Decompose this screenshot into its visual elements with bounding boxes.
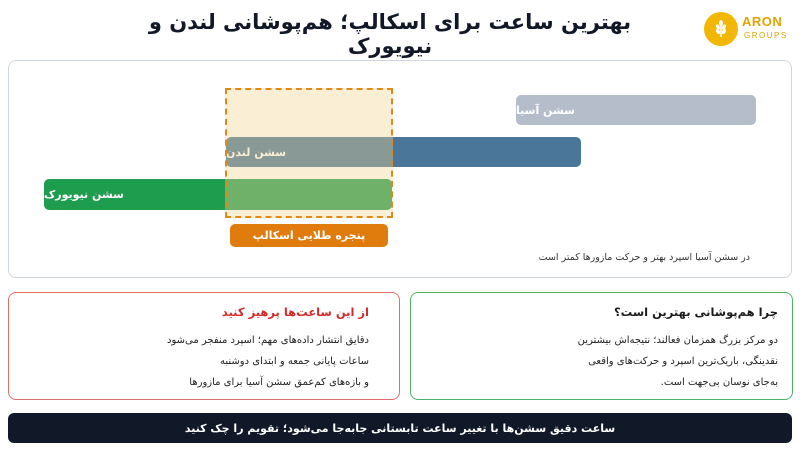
page-title: بهترین ساعت برای اسکالپ؛ هم‌پوشانی لندن و نیویورک xyxy=(148,10,632,58)
why-overlap-box xyxy=(410,292,793,400)
why-box-title: چرا هم‌پوشانی بهترین است؟ xyxy=(613,305,778,319)
list-item: و بازه‌های کم‌عمق سشن آسیا برای مازورها xyxy=(189,377,369,388)
list-item: دقایق انتشار داده‌های مهم؛ اسپرد منفجر می‌شود xyxy=(167,335,369,346)
sessions-panel xyxy=(8,60,792,278)
avoid-list xyxy=(167,330,369,393)
london-session-bar: سشن لندن xyxy=(226,137,581,167)
list-item: ساعات پایانی جمعه و ابتدای دوشنبه xyxy=(220,356,369,367)
wheat-icon xyxy=(704,12,738,46)
logo-subtitle: GROUPS xyxy=(744,31,788,40)
golden-window-label: پنجره طلایی اسکالپ xyxy=(230,224,388,247)
asia-session-bar: سشن آسیا xyxy=(516,95,756,125)
list-item: دو مرکز بزرگ همزمان فعالند؛ نتیجه‌اش بیشترین xyxy=(577,335,778,346)
list-item: به‌جای نوسان بی‌جهت است. xyxy=(660,377,778,388)
newyork-session-bar: سشن نیویورک xyxy=(44,179,392,210)
list-item: نقدینگی، باریک‌ترین اسپرد و حرکت‌های واقعی xyxy=(588,356,778,367)
footer-banner: ساعت دقیق سشن‌ها با تغییر ساعت تابستانی جابه‌جا می‌شود؛ تقویم را چک کنید xyxy=(8,413,792,443)
golden-window-highlight xyxy=(225,88,393,218)
avoid-box-title: از این ساعت‌ها پرهیز کنید xyxy=(221,305,369,319)
brand-logo xyxy=(704,10,794,50)
asia-note: در سشن آسیا اسپرد بهتر و حرکت مازورها کمتر است xyxy=(538,252,750,263)
why-list xyxy=(578,330,778,393)
logo-name: ARON xyxy=(742,14,783,29)
avoid-hours-box xyxy=(8,292,400,400)
